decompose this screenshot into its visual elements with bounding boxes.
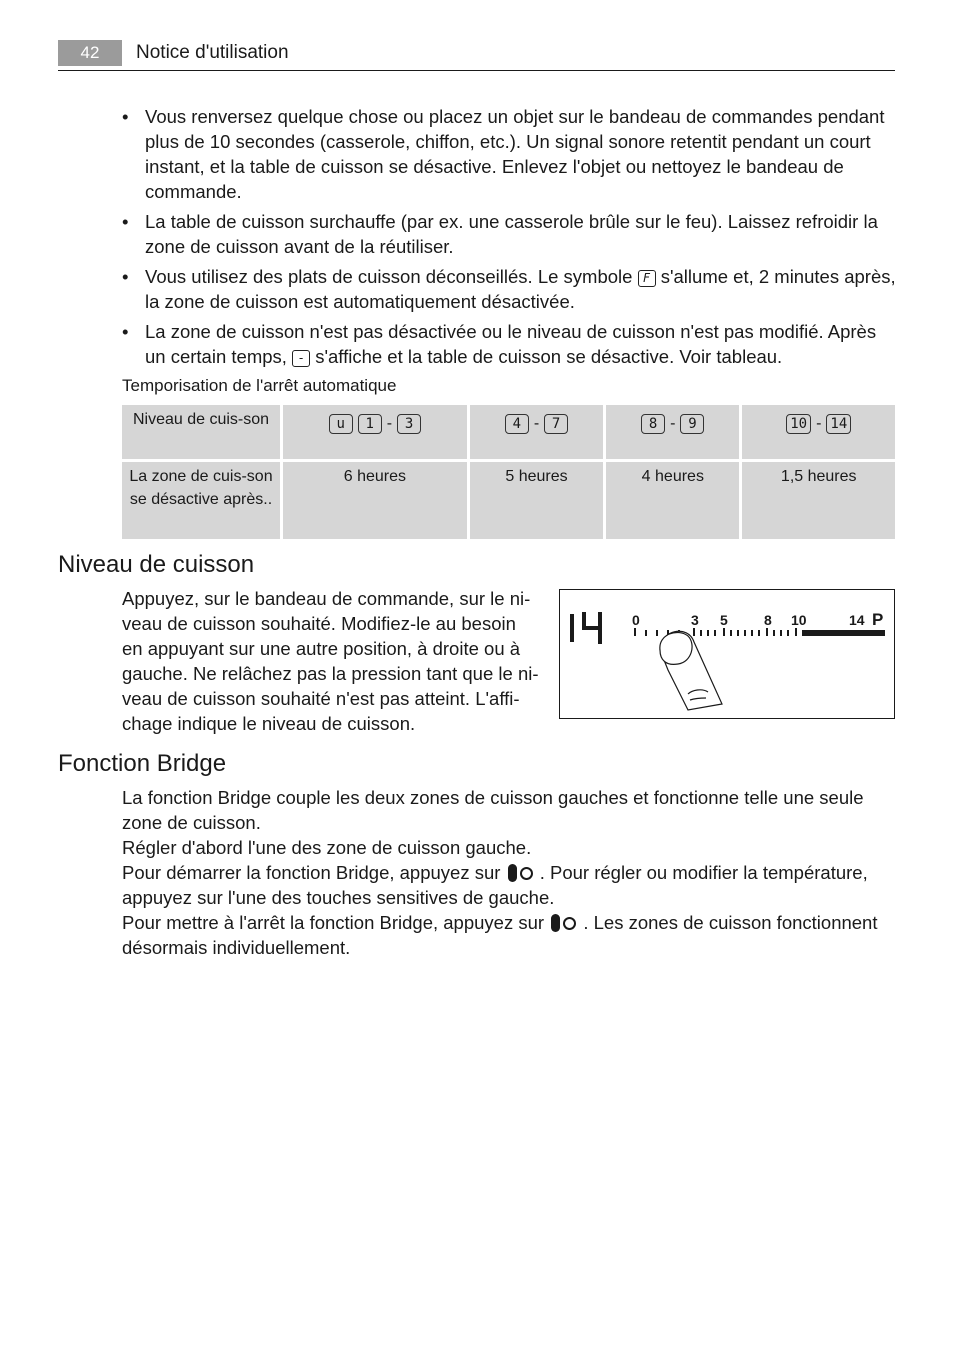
- section-title-bridge: Fonction Bridge: [58, 750, 227, 777]
- duration-cell: 6 heures: [283, 462, 470, 539]
- header-divider: [58, 70, 895, 71]
- duration-cell: 1,5 heures: [742, 462, 895, 539]
- row-header: La zone de cuis-son se désactive après..: [122, 462, 283, 539]
- level-symbol: 10: [786, 414, 811, 434]
- level-symbol: 4: [505, 414, 529, 434]
- level-cell: 4 - 7: [470, 405, 606, 462]
- level-symbol: 8: [641, 414, 665, 434]
- slider-fill-bar: [802, 630, 885, 636]
- list-item: • Vous renversez quelque chose ou placez un objet sur le bandeau de commandes pendant plus de 10 secondes (casserole, chiffon, etc.). Un signal sonore retentit pendant un court instant, et la table de cuisson se désactive. Enlevez l'objet ou nettoyez le bandeau de commande.: [122, 106, 885, 202]
- section-title-niveau: Niveau de cuisson: [58, 551, 255, 578]
- duration-cell: 5 heures: [470, 462, 606, 539]
- document-title: Notice d'utilisation: [136, 42, 289, 63]
- list-item: • La table de cuisson surchauffe (par ex. une casserole brûle sur le feu). Laissez refroidir la zone de cuisson avant de la réutiliser.: [122, 211, 878, 257]
- scale-label: P: [872, 610, 884, 629]
- bullet-icon: •: [122, 321, 129, 342]
- level-cell: u 1 - 3: [283, 405, 470, 462]
- slider-display-svg: [560, 590, 894, 718]
- scale-label: 10: [791, 612, 807, 628]
- slider-ticks: [635, 628, 796, 636]
- level-symbol: 7: [544, 414, 568, 434]
- bullet-icon: •: [122, 106, 129, 127]
- scale-label: 14: [849, 612, 865, 628]
- table-caption: Temporisation de l'arrêt automatique: [122, 376, 397, 395]
- table-row: [122, 405, 895, 462]
- page-number: 42: [58, 40, 122, 66]
- level-cell: 8 - 9: [606, 405, 742, 462]
- level-symbol: 14: [826, 414, 851, 434]
- scale-label: 5: [720, 612, 728, 628]
- bridge-paragraph: La fonction Bridge couple les deux zones de cuisson gauches et fonctionne telle une seule zone de cuisson. Régler d'abord l'une des zone de cuisson gauche. Pour démarrer la fonction Bridge, appuyez sur . Pour régler ou modifier la température, appuyez sur l'une des touches sensitives de gauche. Pour mettre à l'arrêt la fonction Bridge, appuyez sur . Les zones de cuisson fonctionnent désormais individuellement.: [122, 787, 878, 958]
- bullet-icon: •: [122, 211, 129, 232]
- control-panel-illustration: [559, 589, 895, 719]
- scale-label: 3: [691, 612, 699, 628]
- level-symbol: 9: [680, 414, 704, 434]
- auto-off-table: [122, 405, 895, 539]
- scale-label: 0: [632, 612, 640, 628]
- list-item: • Vous utilisez des plats de cuisson déconseillés. Le symbole F s'allume et, 2 minutes après, la zone de cuisson est automatiquement désactivée.: [122, 266, 896, 312]
- duration-cell: 4 heures: [606, 462, 742, 539]
- warning-list: [122, 104, 898, 374]
- table-row: [122, 462, 895, 539]
- level-symbol: u: [329, 414, 353, 434]
- level-symbol: 1: [358, 414, 382, 434]
- power-level-display: [572, 614, 600, 642]
- scale-label: 8: [764, 612, 772, 628]
- dash-symbol-icon: -: [292, 350, 310, 367]
- bridge-icon: [551, 914, 576, 932]
- niveau-paragraph: Appuyez, sur le bandeau de commande, sur le ni- veau de cuisson souhaité. Modifiez-le au besoin en appuyant sur une autre position, à droite ou à gauche. Ne relâchez pas la pression tant que le ni- veau de cuisson souhaité n'est pas atteint. L'affi- chage indique le niveau de cuisson.: [122, 588, 539, 734]
- f-symbol-icon: F: [638, 270, 656, 287]
- bullet-icon: •: [122, 266, 129, 287]
- finger-icon: [660, 631, 722, 710]
- level-symbol: 3: [397, 414, 421, 434]
- level-cell: 10 - 14: [742, 405, 895, 462]
- list-item: • La zone de cuisson n'est pas désactivée ou le niveau de cuisson n'est pas modifié. Après un certain temps, - s'affiche et la table de cuisson se désactive. Voir tableau.: [122, 321, 877, 367]
- bridge-icon: [508, 864, 533, 882]
- row-header: Niveau de cuis-son: [122, 405, 283, 462]
